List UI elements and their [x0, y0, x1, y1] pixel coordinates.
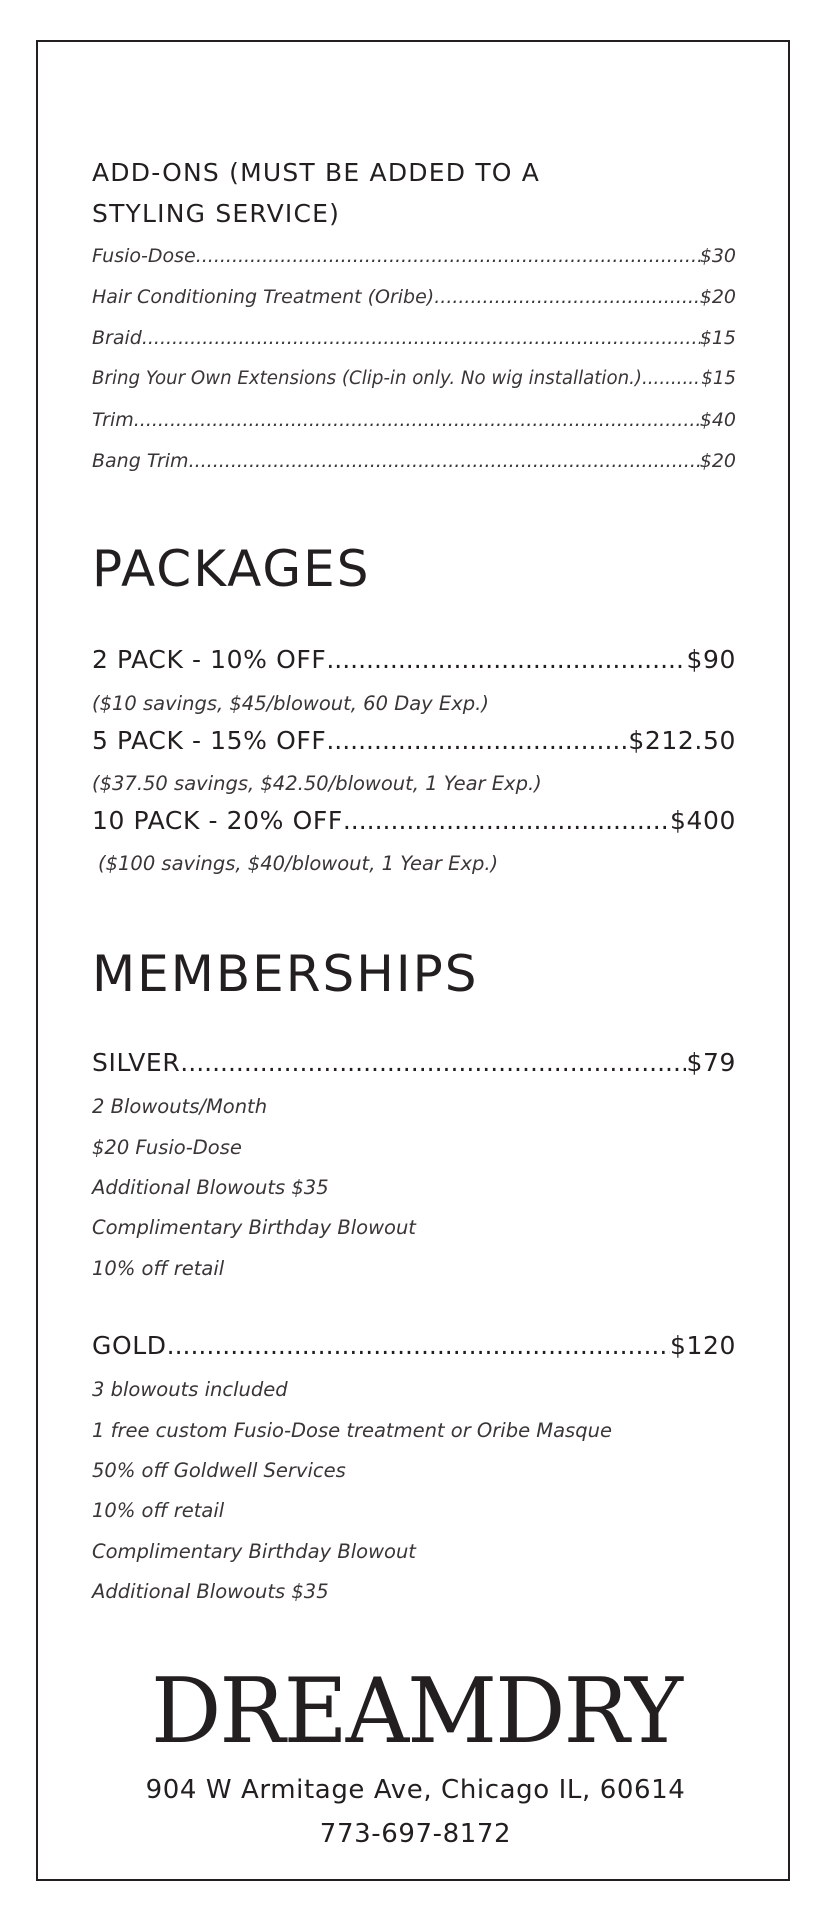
packages-heading: PACKAGES: [92, 540, 371, 598]
membership-price: $120: [669, 1331, 736, 1360]
package-price: $212.50: [628, 726, 736, 755]
addon-item-name: Trim: [92, 409, 134, 431]
leader-dots: [642, 368, 701, 389]
package-name: 5 PACK - 15% OFF: [92, 726, 327, 755]
addon-item-name: Fusio-Dose: [92, 245, 196, 267]
membership-perk: 2 Blowouts/Month: [92, 1095, 268, 1118]
leader-dots: [189, 450, 700, 472]
membership-name: SILVER: [92, 1048, 181, 1077]
leader-dots: [326, 645, 686, 674]
addon-item-name: Braid: [92, 327, 142, 349]
addons-title-line2: STYLING SERVICE): [92, 199, 341, 228]
address-line: 904 W Armitage Ave, Chicago IL, 60614: [145, 1775, 686, 1805]
addon-item: [92, 245, 736, 267]
membership-perk: 50% off Goldwell Services: [92, 1459, 346, 1482]
package-price: $400: [669, 806, 736, 835]
addon-item-name: Bring Your Own Extensions (Clip-in only. No wig installation.): [92, 368, 642, 389]
membership-perk: $20 Fusio-Dose: [92, 1136, 242, 1159]
addons-title-line1: ADD-ONS (MUST BE ADDED TO A: [92, 158, 541, 187]
leader-dots: [434, 286, 700, 308]
addon-item-name: Hair Conditioning Treatment (Oribe): [92, 286, 435, 308]
package-item: [92, 645, 736, 674]
membership-silver-row: [92, 1048, 736, 1077]
membership-perk: Additional Blowouts $35: [92, 1176, 329, 1199]
package-note: ($37.50 savings, $42.50/blowout, 1 Year Exp.): [92, 772, 542, 795]
membership-perk: Complimentary Birthday Blowout: [92, 1540, 416, 1563]
addon-item-price: $40: [699, 409, 736, 431]
membership-perk: Complimentary Birthday Blowout: [92, 1216, 416, 1239]
addon-item-price: $20: [699, 450, 736, 472]
leader-dots: [134, 409, 700, 431]
dreamdry-logo-mark: [146, 1666, 686, 1750]
addon-item-name: Bang Trim: [92, 450, 189, 472]
package-name: 2 PACK - 10% OFF: [92, 645, 327, 674]
addons-title: [92, 152, 632, 234]
addon-item: [92, 409, 736, 431]
addon-item: [92, 368, 736, 389]
leader-dots: [142, 327, 700, 349]
membership-name: GOLD: [92, 1331, 167, 1360]
package-item: [92, 806, 736, 835]
addon-item: [92, 286, 736, 308]
membership-perk: 1 free custom Fusio-Dose treatment or Oribe Masque: [92, 1419, 612, 1442]
membership-perk: 10% off retail: [92, 1499, 225, 1522]
dreamdry-logo: [0, 1666, 831, 1750]
addon-item-price: $30: [699, 245, 736, 267]
addon-item: [92, 450, 736, 472]
membership-perk: 3 blowouts included: [92, 1378, 288, 1401]
leader-dots: [196, 245, 700, 267]
leader-dots: [326, 726, 628, 755]
phone-number: 773-697-8172: [319, 1819, 512, 1849]
memberships-heading: MEMBERSHIPS: [92, 945, 479, 1003]
membership-perk: 10% off retail: [92, 1257, 225, 1280]
membership-perk: Additional Blowouts $35: [92, 1580, 329, 1603]
leader-dots: [343, 806, 670, 835]
package-price: $90: [686, 645, 736, 674]
addon-item-price: $15: [699, 327, 736, 349]
addon-item-price: $20: [699, 286, 736, 308]
membership-gold-row: [92, 1331, 736, 1360]
package-note: ($10 savings, $45/blowout, 60 Day Exp.): [92, 692, 489, 715]
logo-wordmark: DREAMDRY: [150, 1666, 684, 1750]
package-item: [92, 726, 736, 755]
leader-dots: [167, 1331, 670, 1360]
package-name: 10 PACK - 20% OFF: [92, 806, 343, 835]
leader-dots: [180, 1048, 686, 1077]
membership-price: $79: [686, 1048, 736, 1077]
addon-item-price: $15: [701, 368, 736, 389]
addon-item: [92, 327, 736, 349]
package-note: ($100 savings, $40/blowout, 1 Year Exp.): [98, 852, 499, 875]
